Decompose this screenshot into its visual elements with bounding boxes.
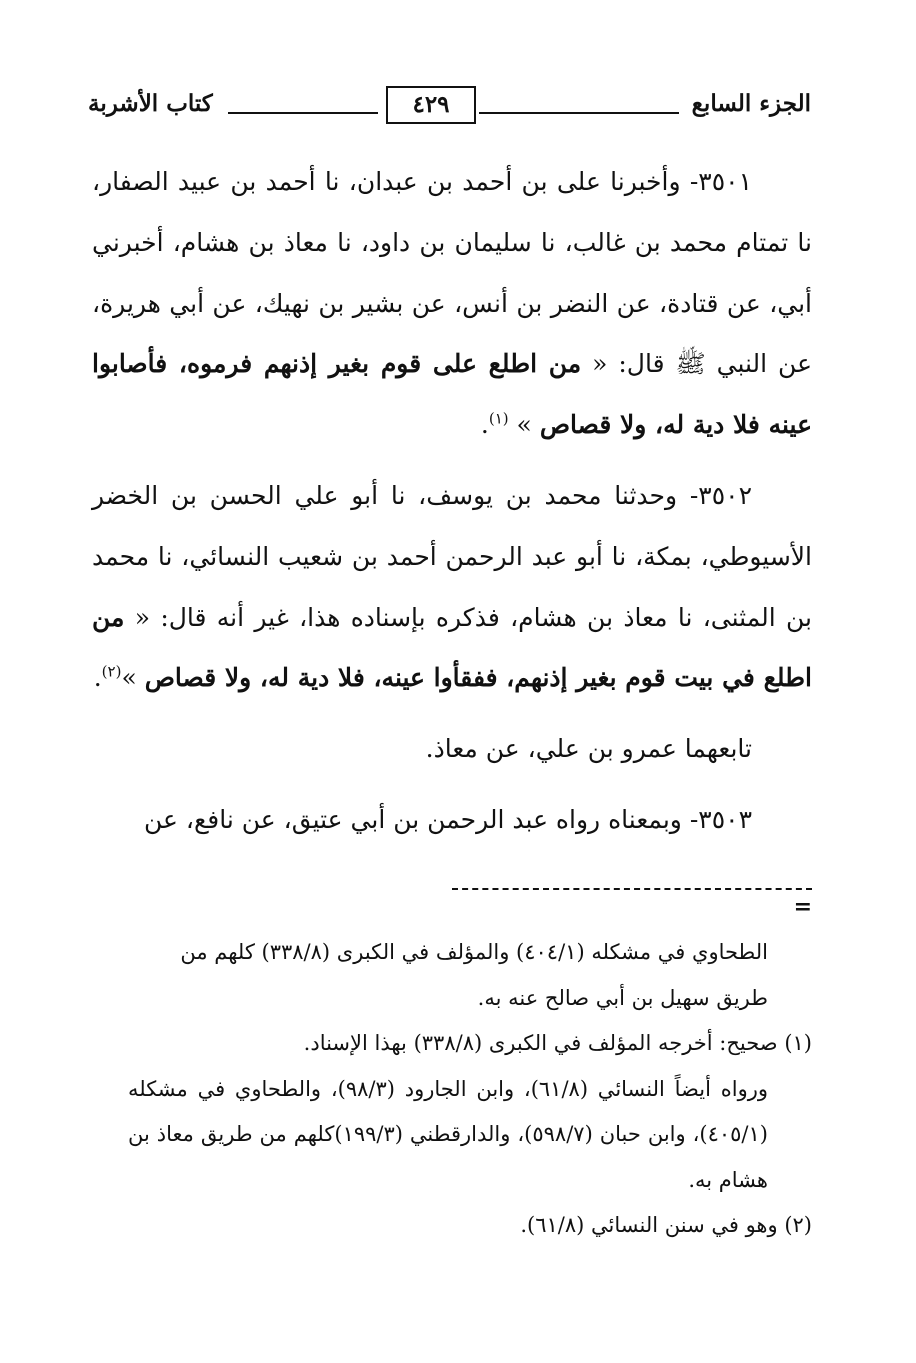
hadith-3501-chain: ٣٥٠١- وأخبرنا على بن أحمد بن عبدان، نا أحمد بن عبيد الصفار، نا تمتام محمد بن غالب، نا سليمان بن داود، نا معاذ بن هشام، أخبرني أبي، عن قتادة، عن النضر بن أنس، عن بشير بن نهيك، عن أبي هريرة، عن النبي ﷺ قال: « <box>92 167 812 379</box>
hadith-3501 <box>92 152 812 456</box>
running-header <box>88 82 811 130</box>
hadith-3502-chain: ٣٥٠٢- وحدثنا محمد بن يوسف، نا أبو علي الحسن بن الخضر الأسيوطي، بمكة، نا أبو عبد الرحمن أحمد بن شعيب النسائي، نا محمد بن المثنى، نا معاذ بن هشام، فذكره بإسناده هذا، غير أنه قال: « <box>92 480 812 632</box>
follow-note: تابعهما عمرو بن علي، عن معاذ. <box>425 734 752 764</box>
footnote-ref-1: (١) <box>488 409 509 428</box>
volume-title: الجزء السابع <box>691 90 811 117</box>
dashed-rule <box>452 888 812 890</box>
hadith-3501-quote-close: » <box>508 410 540 440</box>
hadith-3503: ٣٥٠٣- وبمعناه رواه عبد الرحمن بن أبي عتيق، عن نافع، عن <box>144 804 752 834</box>
book-title: كتاب الأشربة <box>88 90 213 117</box>
continuation-mark: = <box>793 894 812 920</box>
hadith-3501-end: . <box>480 410 489 440</box>
footnote-separator <box>92 878 812 918</box>
page-number: ٤٢٩ <box>386 86 476 124</box>
footnote-ref-2: (٢) <box>101 663 122 682</box>
hadith-3502-end: . <box>93 663 102 693</box>
hadith-3502-matn: من اطلع في بيت قوم بغير إذنهم، ففقأوا عينه، فلا دية له، ولا قصاص <box>92 602 812 693</box>
hadith-3502-quote-close: » <box>121 663 145 693</box>
hadith-3501-matn: من اطلع على قوم بغير إذنهم فرموه، فأصابوا عينه فلا دية له، ولا قصاص <box>92 349 812 440</box>
main-text <box>92 152 812 861</box>
header-rule-right <box>479 112 679 114</box>
footnote-carryover-line-1: الطحاوي في مشكله (٤٠٤/١) والمؤلف في الكبرى (٣٣٨/٨) كلهم من <box>180 940 768 964</box>
hadith-3502 <box>92 466 812 709</box>
footnote-1: (١) صحيح: أخرجه المؤلف في الكبرى (٣٣٨/٨) بهذا الإسناد. <box>303 1031 812 1055</box>
header-rule-left <box>228 112 378 114</box>
footnotes <box>128 930 812 1249</box>
footnote-carryover-line-2: طريق سهيل بن أبي صالح عنه به. <box>477 985 768 1010</box>
footnote-1-continued: ورواه أيضاً النسائي (٦١/٨)، وابن الجارود (٩٨/٣)، والطحاوي في مشكله (٤٠٥/١)، وابن حبان (٥٩٨/٧)، والدارقطني (١٩٩/٣)كلهم من طريق معاذ بن هشام به. <box>128 1076 768 1192</box>
footnote-2: (٢) وهو في سنن النسائي (٦١/٨). <box>520 1213 812 1237</box>
